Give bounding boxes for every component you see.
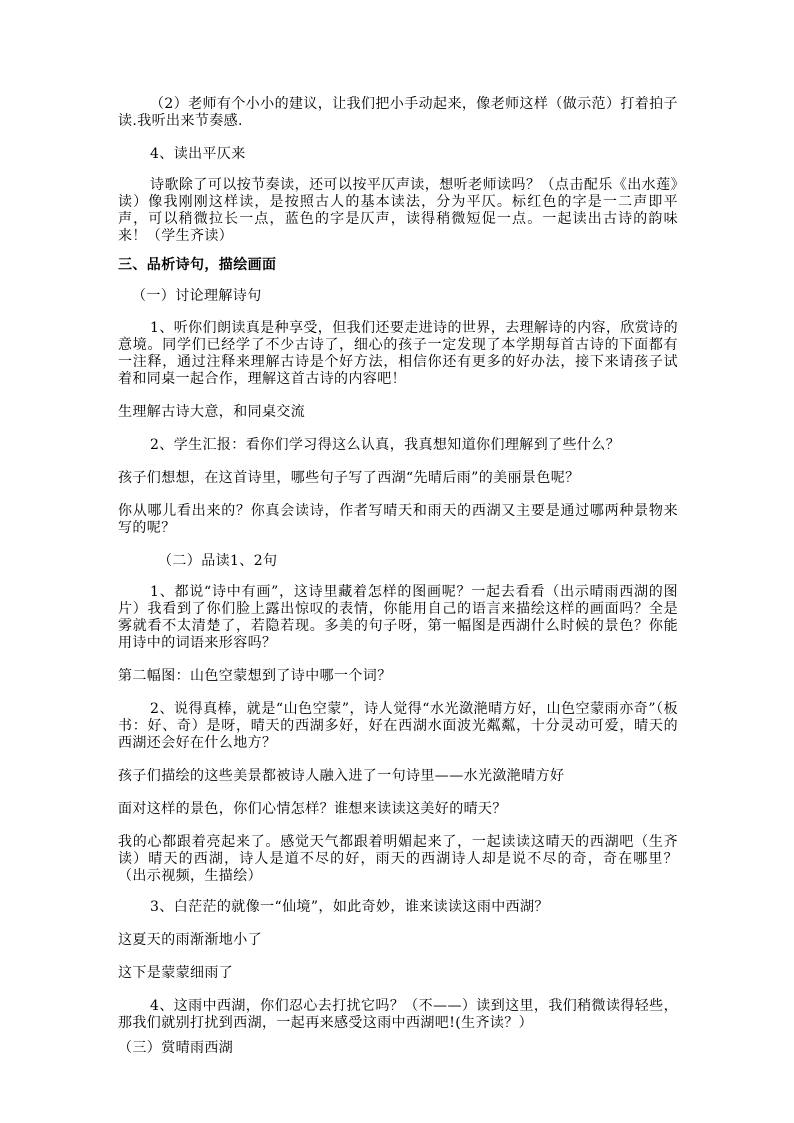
- paragraph-rain-smaller: 这夏天的雨渐渐地小了: [118, 932, 262, 948]
- subheading-appreciate: （三）赏晴雨西湖: [118, 1040, 234, 1056]
- paragraph-report: 2、学生汇报：看你们学习得这么认真，我真想知道你们理解到了些什么？: [150, 437, 621, 453]
- subheading-read-tones: 4、读出平仄来: [150, 146, 246, 162]
- paragraph-disturb: 4、这雨中西湖，你们忍心去打扰它吗？（不——）读到这里，我们稍微读得轻些，那我们就别打扰到西湖，一起再来感受这雨中西湖吧!(生齐读？）: [118, 998, 678, 1031]
- paragraph-tones: 诗歌除了可以按节奏读，还可以按平仄声读，想听老师读吗？（点击配乐《出水莲》读）像我刚刚这样读，是按照古人的基本读法，分为平仄。标红色的字是一二声即平声，可以稍微拉长一点，蓝色的字是仄声，读得稍微短促一点。一起读出古诗的韵味来！（学生齐读）: [118, 177, 678, 244]
- document-body: [118, 96, 678, 1057]
- paragraph-scenery: 孩子们描绘的这些美景都被诗人融入进了一句诗里——水光潋滟晴方好: [118, 768, 565, 784]
- paragraph-bright: 我的心都跟着亮起来了。感觉天气都跟着明媚起来了，一起读读这晴天的西湖吧（生齐读）晴天的西湖，诗人是道不尽的好，雨天的西湖诗人却是说不尽的奇，奇在哪里？（出示视频，生描绘）: [118, 834, 678, 884]
- paragraph-suggestion: （2）老师有个小小的建议，让我们把小手动起来，像老师这样（做示范）打着拍子读.我听出来节奏感.: [118, 96, 678, 129]
- subheading-discuss: （一）讨论理解诗句: [132, 288, 262, 304]
- paragraph-fairyland: 3、白茫茫的就像一“仙境”，如此奇妙，谁来读读这雨中西湖？: [150, 899, 549, 915]
- paragraph-student-exchange: 生理解古诗大意，和同桌交流: [118, 404, 306, 420]
- subheading-lines-1-2: （二）品读1、2句: [158, 553, 278, 569]
- paragraph-well-said: 2、说得真棒，就是“山色空蒙”，诗人觉得“水光潋滟晴方好，山色空蒙雨亦奇”（板书：好、奇）是呀，晴天的西湖多好，好在西湖水面波光粼粼，十分灵动可爱，晴天的西湖还会好在什么地方？: [118, 701, 678, 751]
- paragraph-where: 你从哪儿看出来的？你真会读诗，作者写晴天和雨天的西湖又主要是通过哪两种景物来写的呢？: [118, 503, 678, 536]
- paragraph-understand: 1、听你们朗读真是种享受，但我们还要走进诗的世界，去理解诗的内容，欣赏诗的意境。同学们已经学了不少古诗了，细心的孩子一定发现了本学期每首古诗的下面都有一注释，通过注释来理解古诗是个好方法，相信你还有更多的好办法，接下来请孩子试着和同桌一起合作，理解这首古诗的内容吧！: [118, 320, 678, 387]
- paragraph-think: 孩子们想想，在这首诗里，哪些句子写了西湖“先晴后雨”的美丽景色呢？: [118, 470, 580, 486]
- paragraph-picture: 1、都说“诗中有画”，这诗里藏着怎样的图画呢？一起去看看（出示晴雨西湖的图片）我看到了你们脸上露出惊叹的表情，你能用自己的语言来描绘这样的画面吗？全是雾就看不太清楚了，若隐若现。多美的句子呀，第一幅图是西湖什么时候的景色？你能用诗中的词语来形容吗？: [118, 584, 678, 651]
- paragraph-mood: 面对这样的景色，你们心情怎样？谁想来读读这美好的晴天？: [118, 801, 507, 817]
- paragraph-drizzle: 这下是蒙蒙细雨了: [118, 965, 234, 981]
- paragraph-second-picture: 第二幅图：山色空蒙想到了诗中哪一个词？: [118, 668, 392, 684]
- section-heading-3: 三、品析诗句，描绘画面: [118, 257, 277, 273]
